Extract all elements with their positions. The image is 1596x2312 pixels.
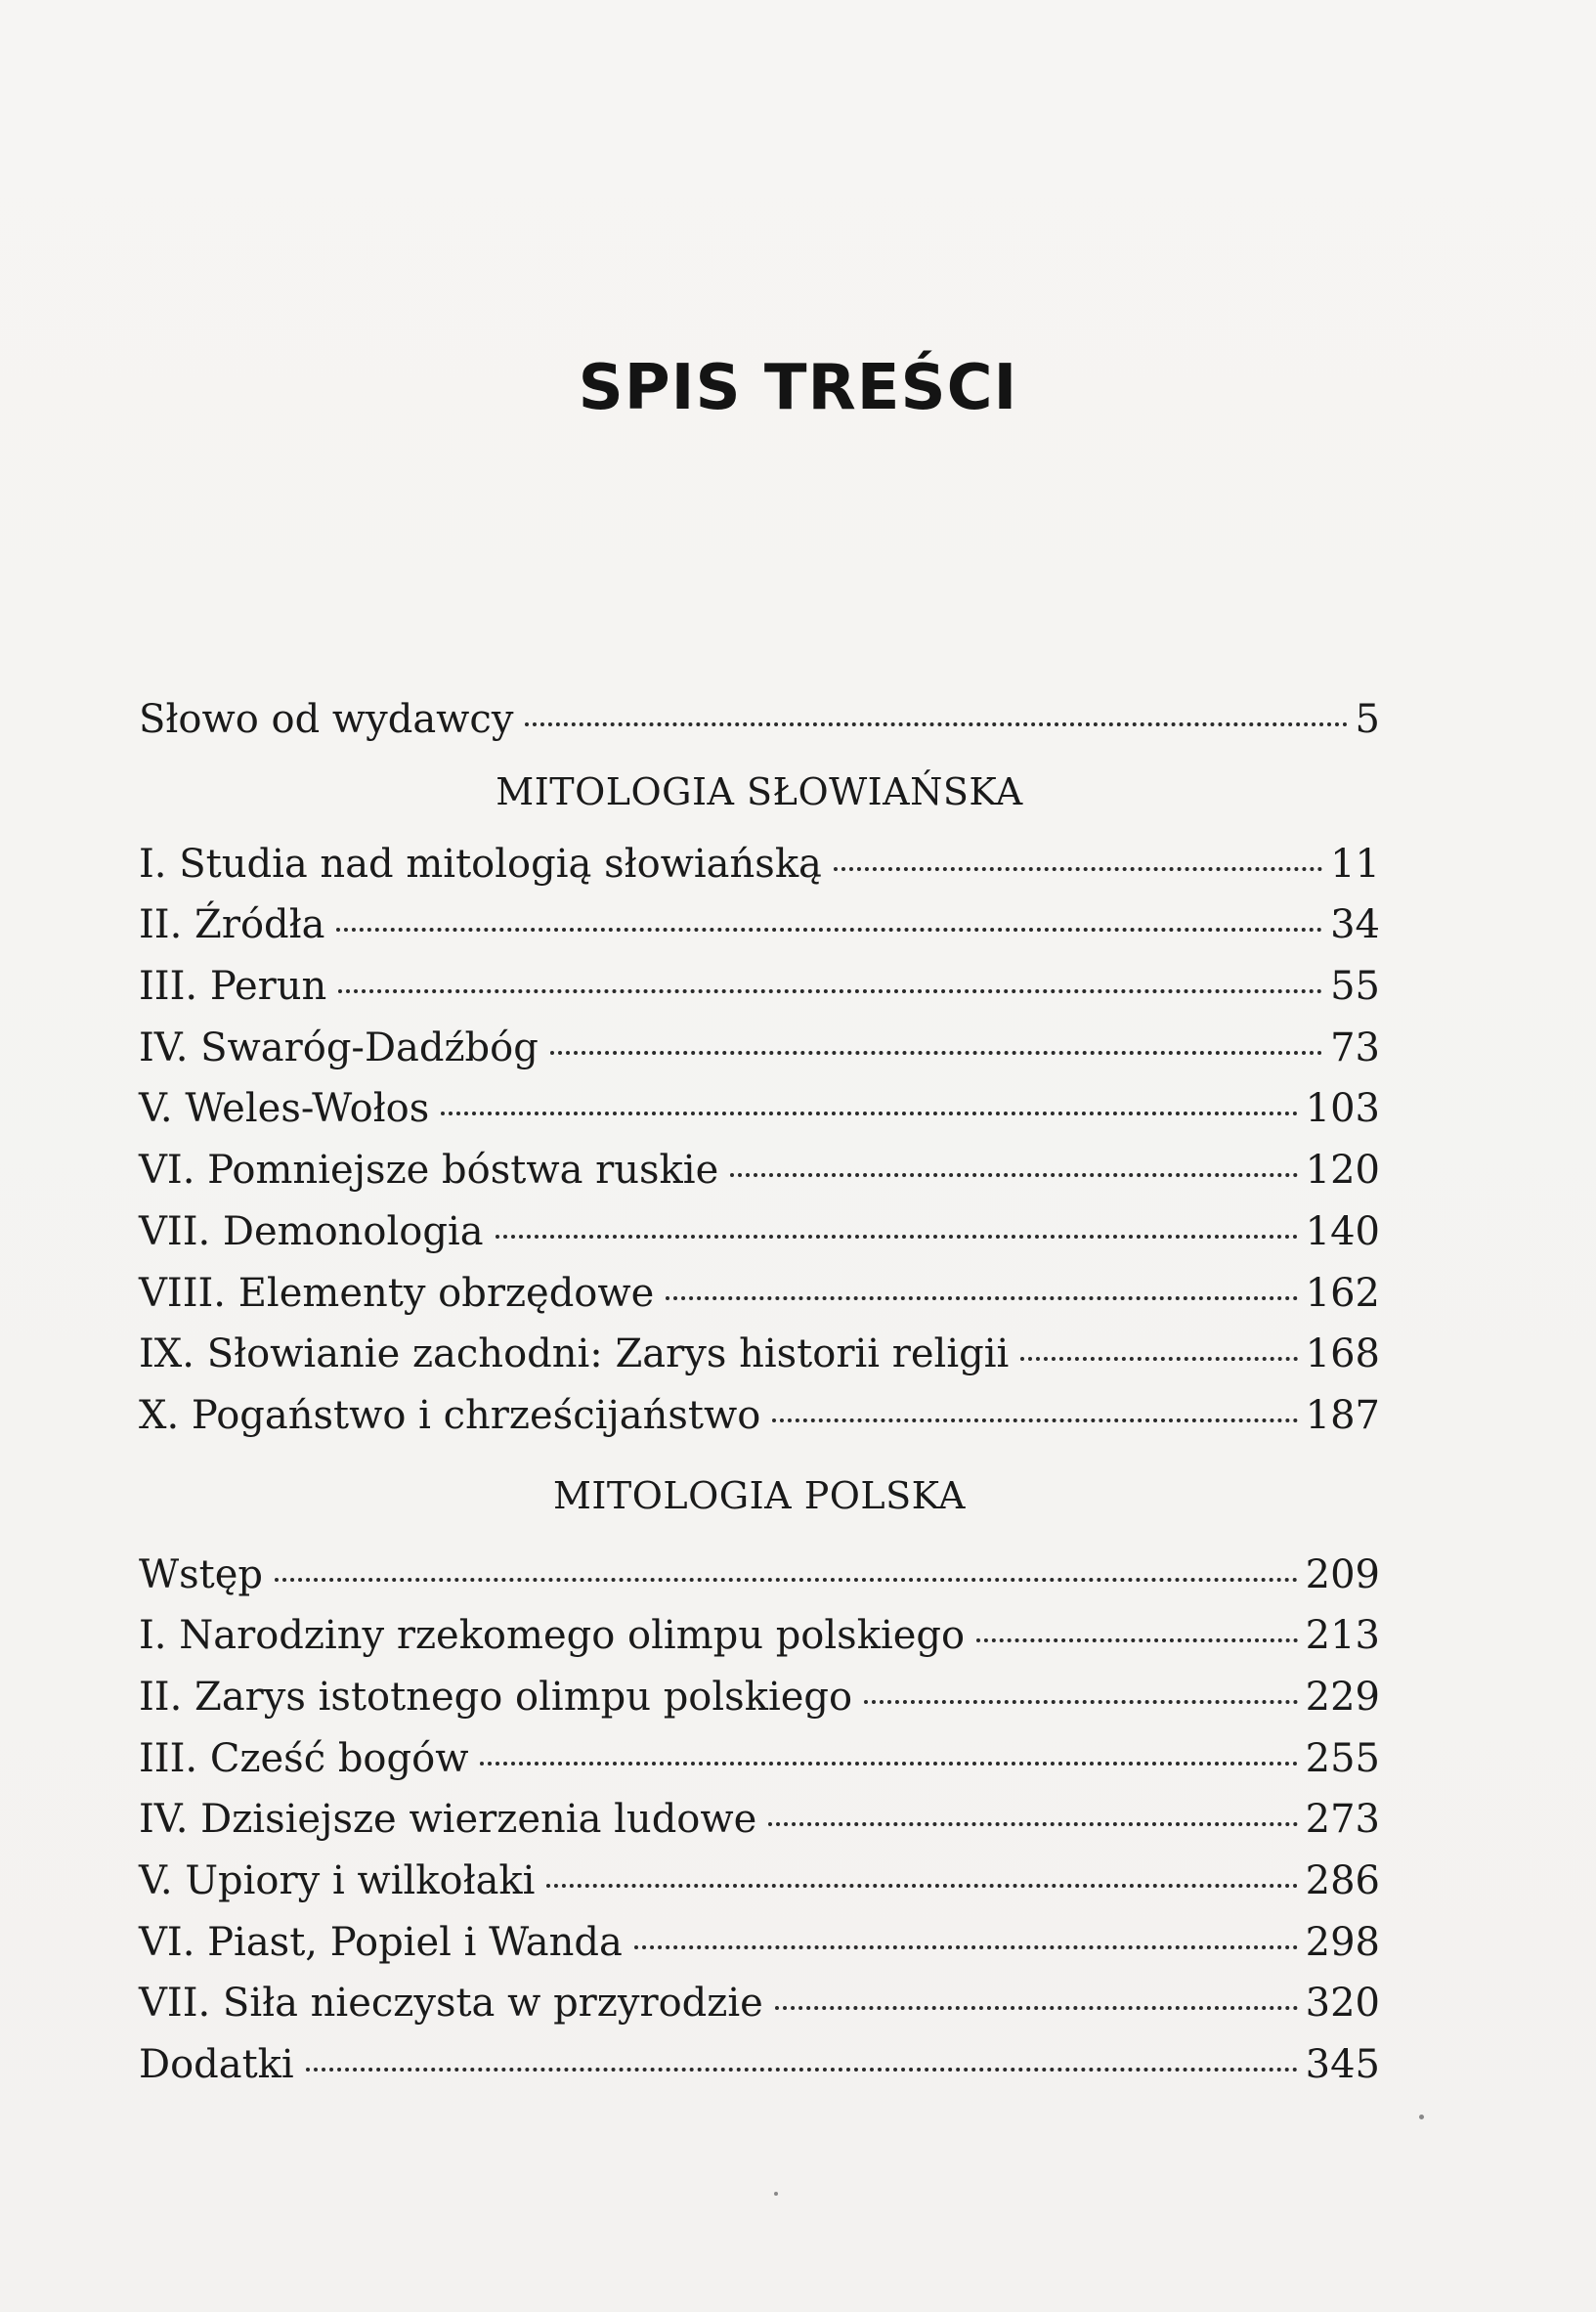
- dot-leader: [525, 722, 1347, 726]
- dot-leader: [775, 2006, 1298, 2010]
- toc-entry: [139, 834, 1380, 895]
- toc-entry: [139, 1789, 1380, 1851]
- dot-leader: [1020, 1357, 1297, 1361]
- dot-leader: [550, 1051, 1322, 1055]
- toc-entry-page: 320: [1305, 1981, 1380, 2027]
- toc-entry: [139, 1263, 1380, 1325]
- toc-entry-label: VI. Pomniejsze bóstwa ruskie: [139, 1148, 719, 1194]
- toc-entry: [139, 1545, 1380, 1606]
- dot-leader: [336, 928, 1322, 932]
- toc-entry-page: 34: [1330, 902, 1380, 948]
- section-entries-polish: [139, 1545, 1380, 2096]
- toc-entry-label: III. Perun: [139, 964, 327, 1010]
- section-heading-polish: MITOLOGIA POLSKA: [553, 1473, 966, 1517]
- toc-entry: [139, 1201, 1380, 1263]
- toc-entry-label: II. Źródła: [139, 902, 325, 948]
- toc-entry-label: IV. Swaróg-Dadźbóg: [139, 1025, 539, 1070]
- dot-leader: [306, 2068, 1298, 2072]
- section-entries-slavic: [139, 834, 1380, 1447]
- toc-entry-intro: [139, 689, 1380, 751]
- dot-leader: [441, 1112, 1297, 1115]
- dot-leader: [634, 1945, 1298, 1949]
- toc-entry-label: V. Weles-Wołos: [139, 1086, 430, 1132]
- dot-leader: [834, 867, 1322, 871]
- toc-entry-label: III. Cześć bogów: [139, 1735, 469, 1781]
- toc-entry-page: 187: [1305, 1392, 1380, 1438]
- toc-entry: [139, 1728, 1380, 1790]
- toc-entry: [139, 1385, 1380, 1447]
- toc-entry-label: X. Pogaństwo i chrześcijaństwo: [139, 1392, 761, 1438]
- dot-leader: [546, 1884, 1297, 1888]
- toc-entry-page: 213: [1305, 1613, 1380, 1659]
- toc-entry: [139, 1667, 1380, 1728]
- toc-entry-label: VI. Piast, Popiel i Wanda: [139, 1919, 623, 1965]
- toc-entry: [139, 1324, 1380, 1385]
- toc-entry-label: V. Upiory i wilkołaki: [139, 1858, 536, 1903]
- toc-entry: [139, 894, 1380, 956]
- scan-speck: [774, 2192, 778, 2196]
- toc-entry-label: I. Studia nad mitologią słowiańską: [139, 841, 822, 887]
- table-of-contents: [139, 689, 1380, 2096]
- dot-leader: [772, 1418, 1297, 1422]
- toc-entry-label: VII. Demonologia: [139, 1208, 484, 1254]
- toc-entry: [139, 2034, 1380, 2096]
- toc-entry-label: Słowo od wydawcy: [139, 697, 514, 742]
- dot-leader: [730, 1173, 1297, 1177]
- toc-entry-label: I. Narodziny rzekomego olimpu polskiego: [139, 1613, 966, 1659]
- dot-leader: [480, 1762, 1297, 1766]
- toc-entry-label: IX. Słowianie zachodni: Zarys historii religii: [139, 1331, 1010, 1377]
- toc-entry: [139, 1018, 1380, 1079]
- dot-leader: [496, 1235, 1298, 1239]
- toc-entry-page: 255: [1305, 1735, 1380, 1781]
- toc-entry-page: 273: [1305, 1797, 1380, 1843]
- dot-leader: [864, 1700, 1298, 1704]
- page-title: SPIS TREŚCI: [578, 352, 1018, 424]
- toc-entry-page: 55: [1330, 964, 1380, 1010]
- toc-entry-page: 162: [1305, 1270, 1380, 1316]
- scan-speck: [1419, 2115, 1424, 2119]
- toc-entry-page: 229: [1305, 1674, 1380, 1720]
- toc-entry-page: 5: [1355, 697, 1380, 742]
- toc-entry-page: 103: [1305, 1086, 1380, 1132]
- toc-entry-page: 11: [1330, 841, 1380, 887]
- dot-leader: [768, 1822, 1297, 1826]
- toc-entry-label: Dodatki: [139, 2042, 294, 2088]
- toc-entry-page: 168: [1305, 1331, 1380, 1377]
- toc-entry-label: Wstęp: [139, 1551, 263, 1597]
- dot-leader: [275, 1578, 1298, 1582]
- toc-entry-label: VII. Siła nieczysta w przyrodzie: [139, 1981, 763, 2027]
- toc-entry-page: 298: [1305, 1919, 1380, 1965]
- toc-entry-page: 140: [1305, 1208, 1380, 1254]
- toc-entry-label: II. Zarys istotnego olimpu polskiego: [139, 1674, 853, 1720]
- toc-entry-label: IV. Dzisiejsze wierzenia ludowe: [139, 1797, 757, 1843]
- toc-entry-page: 209: [1305, 1551, 1380, 1597]
- toc-entry-page: 73: [1330, 1025, 1380, 1070]
- toc-entry-page: 345: [1305, 2042, 1380, 2088]
- toc-entry: [139, 1912, 1380, 1974]
- toc-entry: [139, 1140, 1380, 1201]
- dot-leader: [666, 1296, 1297, 1300]
- toc-entry: [139, 1851, 1380, 1912]
- toc-entry: [139, 1605, 1380, 1667]
- toc-entry-page: 286: [1305, 1858, 1380, 1903]
- toc-entry-page: 120: [1305, 1148, 1380, 1194]
- toc-entry: [139, 956, 1380, 1018]
- dot-leader: [338, 989, 1322, 993]
- toc-entry: [139, 1078, 1380, 1140]
- dot-leader: [976, 1638, 1298, 1642]
- toc-entry-label: VIII. Elementy obrzędowe: [139, 1270, 655, 1316]
- section-heading-slavic: MITOLOGIA SŁOWIAŃSKA: [496, 769, 1023, 813]
- toc-entry: [139, 1973, 1380, 2034]
